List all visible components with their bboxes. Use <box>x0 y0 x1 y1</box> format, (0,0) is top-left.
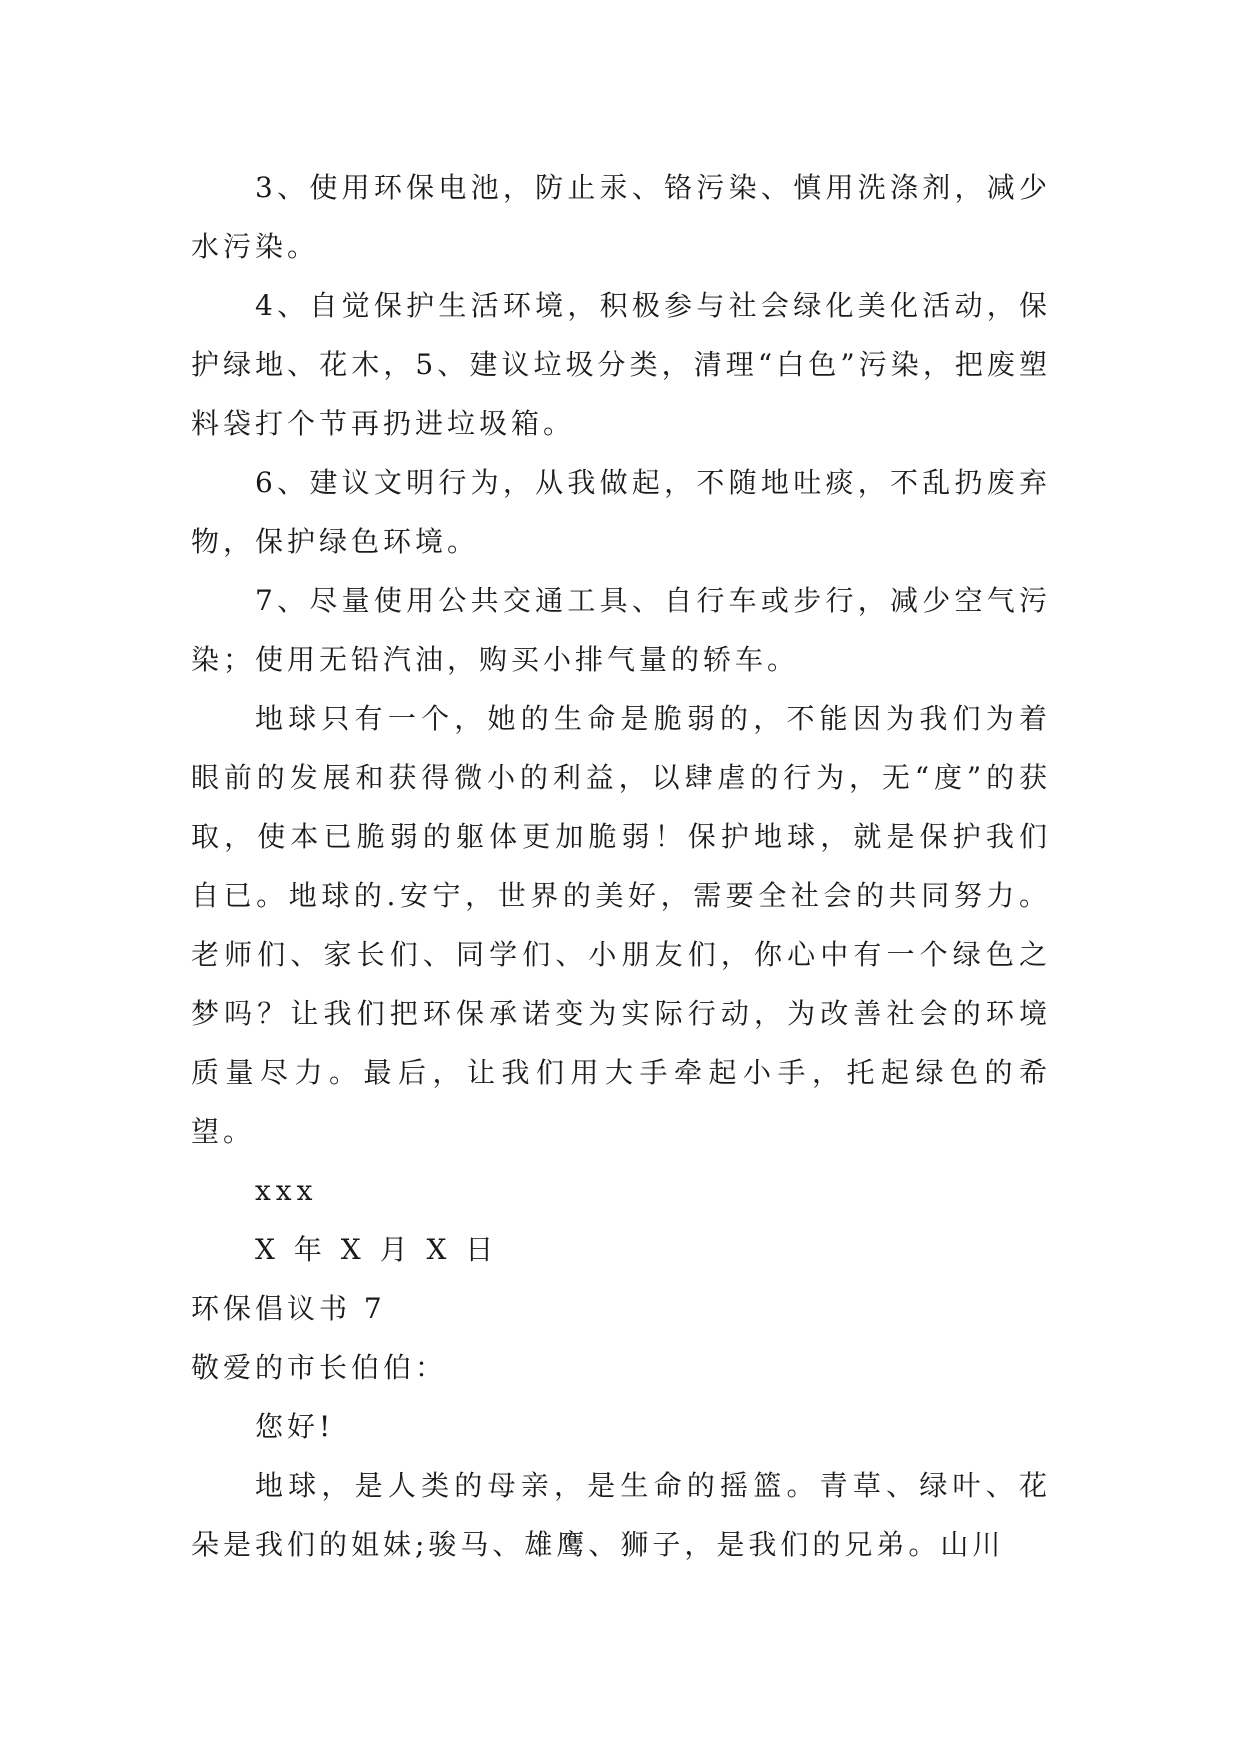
greeting: 您好! <box>255 1410 335 1443</box>
paragraph-opening: 地球，是人类的母亲，是生命的摇篮。青草、绿叶、花朵是我们的姐妹;骏马、雄鹰、狮子，是我们的兄弟。山川 <box>191 1469 1051 1561</box>
date-line: X 年 X 月 X 日 <box>255 1233 499 1266</box>
paragraph-item-7: 7、尽量使用公共交通工具、自行车或步行，减少空气污染；使用无铅汽油，购买小排气量的轿车。 <box>191 584 1051 676</box>
section-title: 环保倡议书 7 <box>191 1292 386 1325</box>
salutation: 敬爱的市长伯伯： <box>191 1351 448 1384</box>
paragraph-item-4-5: 4、自觉保护生活环境，积极参与社会绿化美化活动，保护绿地、花木，5、建议垃圾分类，清理“白色”污染，把废塑料袋打个节再扔进垃圾箱。 <box>191 289 1051 440</box>
signature: xxx <box>255 1174 318 1207</box>
paragraph-conclusion: 地球只有一个，她的生命是脆弱的，不能因为我们为着眼前的发展和获得微小的利益，以肆虐的行为，无“度”的获取，使本已脆弱的躯体更加脆弱！保护地球，就是保护我们自已。地球的.安宁，世界的美好，需要全社会的共同努力。老师们、家长们、同学们、小朋友们，你心中有一个绿色之梦吗？让我们把环保承诺变为实际行动，为改善社会的环境质量尽力。最后，让我们用大手牵起小手，托起绿色的希望。 <box>191 702 1051 1148</box>
paragraph-item-3: 3、使用环保电池，防止汞、铬污染、慎用洗涤剂，减少水污染。 <box>191 171 1051 263</box>
paragraph-item-6: 6、建议文明行为，从我做起，不随地吐痰，不乱扔废弃物，保护绿色环境。 <box>191 466 1051 558</box>
document-body <box>191 158 1051 1574</box>
